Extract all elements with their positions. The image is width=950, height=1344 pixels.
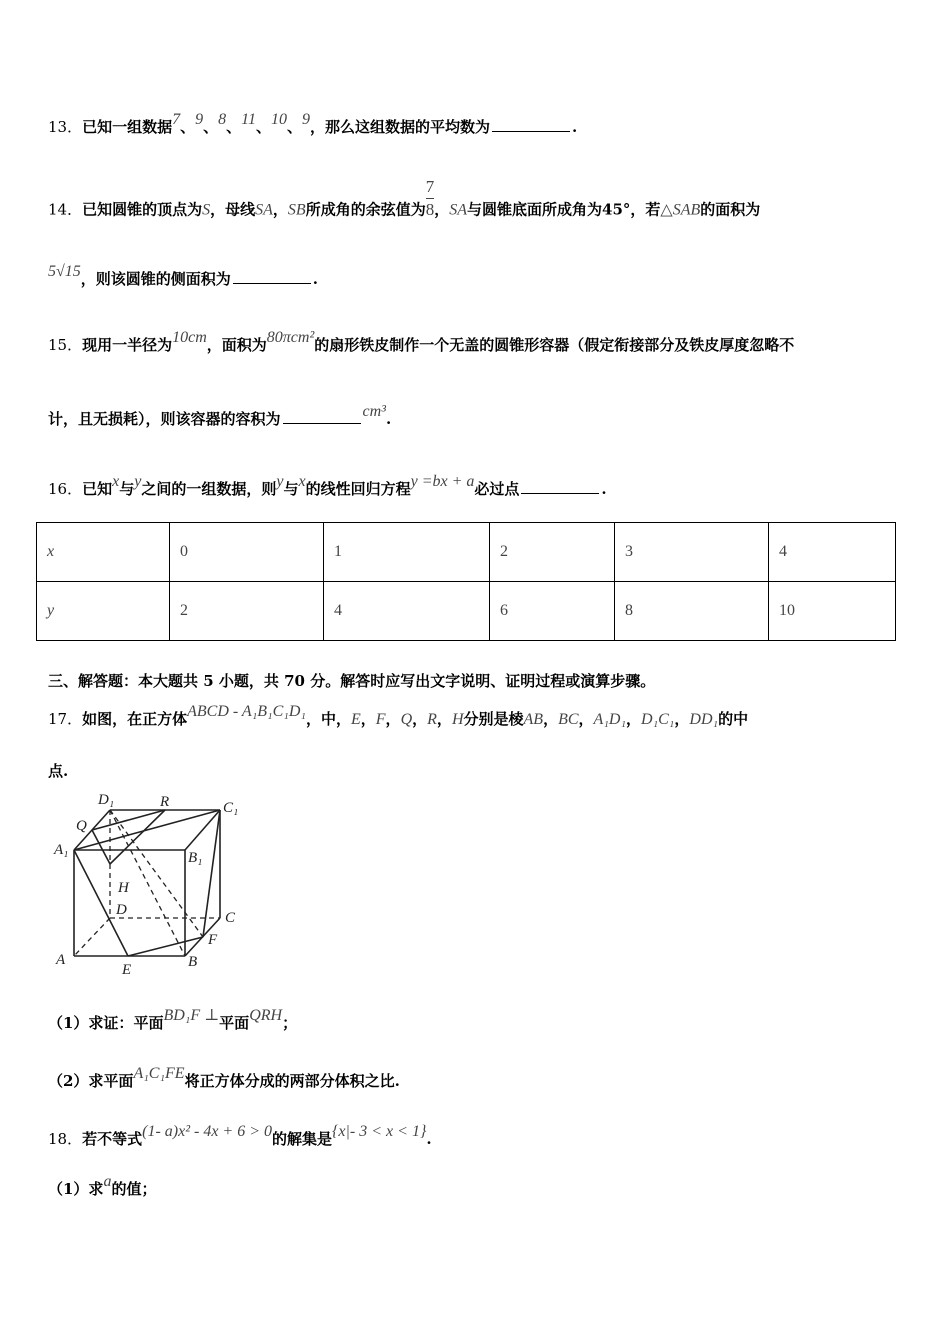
question-number: 16．	[48, 480, 83, 498]
label-b1: B₁	[188, 850, 203, 866]
question-17-part-1: （1）求证：平面BD₁F ⊥平面QRH；	[48, 1007, 298, 1032]
question-number: 14．	[48, 200, 83, 219]
table-cell: 6	[490, 582, 615, 641]
question-number: 13．	[48, 118, 83, 136]
question-number: 15．	[48, 336, 83, 354]
label-d: D	[116, 902, 127, 918]
table-cell: x	[37, 523, 170, 582]
question-14-cont: 5√15，则该圆锥的侧面积为 .	[48, 263, 319, 288]
data-value: 8	[218, 111, 227, 128]
question-15: 15．现用一半径为10cm，面积为80πcm²的扇形铁皮制作一个无盖的圆锥形容器（假定衔接部分及铁皮厚度忽略不	[48, 329, 795, 354]
line-qh	[92, 830, 110, 864]
table-row-x	[37, 523, 896, 582]
question-14: 14．已知圆锥的顶点为S，母线SA，SB所成角的余弦值为$\frac{7}{8}$ ，SA与圆锥底面所成角为45°，若△SAB的面积为	[48, 177, 761, 219]
table-cell: 2	[490, 523, 615, 582]
question-18-part-1: （1）求a的值；	[48, 1173, 157, 1198]
question-number: 17．	[48, 710, 83, 728]
data-value: 11	[241, 111, 256, 128]
question-17-cont: 点.	[48, 762, 69, 780]
data-value: 10	[270, 111, 287, 128]
label-a1: A₁	[54, 842, 69, 858]
fraction: $\frac{7}{8}$	[425, 177, 435, 219]
question-17: 17．如图，在正方体ABCD - A₁B₁C₁D₁，中，E，F，Q，R，H分别是棱AB，BC，A₁D₁，D₁C₁，DD₁的中	[48, 703, 749, 728]
table-cell: 2	[170, 582, 324, 641]
question-18: 18．若不等式(1- a)x² - 4x + 6 > 0的解集是{x|- 3 < x < 1}.	[48, 1123, 432, 1148]
root-expression: 5√15	[48, 263, 81, 280]
label-b: B	[188, 954, 198, 970]
data-value: 9	[195, 111, 204, 128]
table-cell: 8	[615, 582, 769, 641]
edge-da	[74, 918, 110, 956]
table-cell: 3	[615, 523, 769, 582]
question-16: 16．已知x与y之间的一组数据，则y与x的线性回归方程y =bx + a必过点 .	[48, 473, 607, 498]
section-header: 三、解答题：本大题共 5 小题，共 70 分。解答时应写出文字说明、证明过程或演算步骤。	[48, 672, 656, 690]
label-a: A	[56, 952, 66, 968]
table-cell: 4	[769, 523, 896, 582]
answer-blank	[283, 409, 361, 424]
cube-diagram	[40, 788, 260, 988]
table-cell: 4	[324, 582, 490, 641]
label-q: Q	[76, 818, 87, 834]
table-cell: 0	[170, 523, 324, 582]
table-cell: y	[37, 582, 170, 641]
table-cell: 10	[769, 582, 896, 641]
question-13: 13．已知一组数据7、9、8、11、10、9，那么这组数据的平均数为 .	[48, 111, 578, 136]
label-e: E	[122, 962, 132, 978]
label-d1: D₁	[98, 792, 115, 808]
question-17-part-2: （2）求平面A₁C₁FE将正方体分成的两部分体积之比.	[48, 1065, 400, 1090]
answer-blank	[521, 479, 599, 494]
data-value: 9	[302, 111, 310, 128]
data-table	[36, 522, 896, 641]
question-15-cont: 计，且无损耗），则该容器的容积为 cm³.	[48, 403, 392, 428]
label-h: H	[118, 880, 129, 896]
line-a1c1	[74, 810, 220, 850]
answer-blank	[233, 269, 311, 284]
question-number: 18．	[48, 1130, 83, 1148]
answer-blank	[492, 117, 570, 132]
label-c1: C₁	[223, 800, 239, 816]
table-cell: 1	[324, 523, 490, 582]
label-r: R	[160, 794, 170, 810]
label-f: F	[208, 932, 218, 948]
table-row-y	[37, 582, 896, 641]
label-c: C	[225, 910, 236, 926]
data-value: 7	[172, 111, 181, 128]
